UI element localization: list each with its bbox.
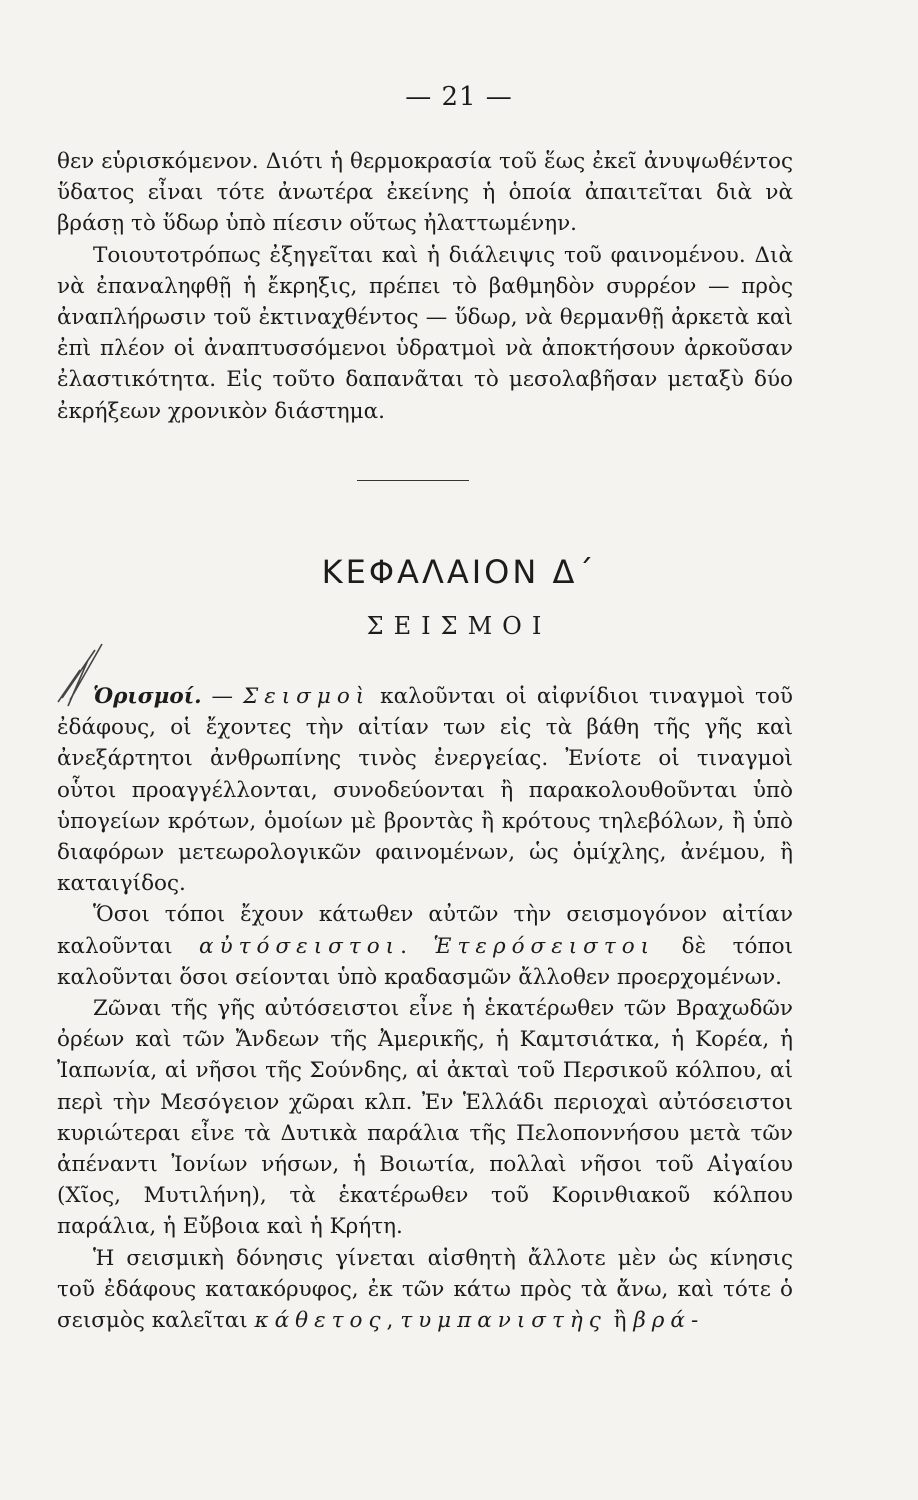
- term-heteroseismic: Ἑτερόσειστοι: [433, 933, 656, 959]
- definition-spaced-word: Σεισμοὶ: [243, 684, 371, 709]
- motion-text-c: ἢ: [606, 1308, 634, 1334]
- term-tympanic: τυμπανιστὴς: [400, 1308, 607, 1334]
- paragraph-continuation: θεν εὑρισκόμενον. Διότι ἡ θερμοκρασία τοῦ ἕως ἐκεῖ ἀνυψωθέντος ὕδατος εἶναι τότε ἀνωτέρα ἐκείνης ἡ ὁποία ἀπαιτεῖται διὰ νὰ βράσῃ τὸ ὕδωρ ὑπὸ πίεσιν οὕτως ἠλαττωμένην.: [57, 149, 793, 237]
- definition-text: καλοῦνται οἱ αἰφνίδιοι τιναγμοὶ τοῦ ἐδάφους, οἱ ἔχοντες τὴν αἰτίαν των εἰς τὰ βάθη τῆς γῆς καὶ ἀνεξάρτητοι ἀνθρωπίνης τινὸς ἐνεργείας. Ἐνίοτε οἱ τιναγμοὶ οὗτοι προαγγέλλονται, συνοδεύονται ἢ παρακολουθοῦνται ὑπὸ ὑπογείων κρότων, ὁμοίων μὲ βροντὰς ἢ κρότους τηλεβόλων, ἢ ὑπὸ διαφόρων μετεωρολογικῶν φαινομένων, ὡς ὁμίχλης, ἀνέμου, ἢ καταιγίδος.: [57, 684, 794, 897]
- chapter-body: [57, 681, 793, 1336]
- definition-term: Ὁρισμοί.: [93, 684, 202, 709]
- section-separator: [357, 480, 469, 481]
- page-number: — 21 —: [405, 82, 513, 112]
- motion-text-b: ,: [386, 1308, 401, 1334]
- autoseismic-text-a: Ὅσοι τόποι ἔχουν κάτωθεν αὐτῶν τὴν σεισμογόνον αἰτίαν καλοῦνται: [57, 902, 793, 959]
- paragraph-motion: [57, 1243, 793, 1337]
- term-continued: βρά-: [633, 1308, 705, 1334]
- chapter-heading: ΚΕΦΑΛΑΙΟΝ Δ΄: [321, 553, 597, 591]
- paragraph-zones: Ζῶναι τῆς γῆς αὐτόσειστοι εἶνε ἡ ἑκατέρωθεν τῶν Βραχωδῶν ὀρέων καὶ τῶν Ἄνδεων τῆς Ἀμερικῆς, ἡ Καμτσιάτκα, ἡ Κορέα, ἡ Ἰαπωνία, αἱ νῆσοι τῆς Σούνδης, αἱ ἀκταὶ τοῦ Περσικοῦ κόλπου, αἱ περὶ τὴν Μεσόγειον χῶραι κλπ. Ἐν Ἑλλάδι περιοχαὶ αὐτόσειστοι κυριώτεραι εἶνε τὰ Δυτικὰ παράλια τῆς Πελοποννήσου μετὰ τῶν ἀπέναντι Ἰονίων νήσων, ἡ Βοιωτία, πολλαὶ νῆσοι τοῦ Αἰγαίου (Χῖος, Μυτιλήνη), τὰ ἑκατέρωθεν τοῦ Κορινθιακοῦ κόλπου παράλια, ἡ Εὔβοια καὶ ἡ Κρήτη.: [57, 996, 793, 1240]
- paragraph-definition: [57, 681, 793, 899]
- motion-text-a: Ἡ σεισμικὴ δόνησις γίνεται αἰσθητὴ ἄλλοτε μὲν ὡς κίνησις τοῦ ἐδάφους κατακόρυφος, ἐκ τῶν κάτω πρὸς τὰ ἄνω, καὶ τότε ὁ σεισμὸς καλεῖται: [57, 1245, 793, 1334]
- definition-dash: —: [201, 684, 243, 709]
- paragraph-intermittence: Τοιουτοτρόπως ἐξηγεῖται καὶ ἡ διάλειψις τοῦ φαινομένου. Διὰ νὰ ἐπαναληφθῇ ἡ ἔκρηξις, πρέπει τὸ βαθμηδὸν συρρέον — πρὸς ἀναπλήρωσιν τοῦ ἐκτιναχθέντος — ὕδωρ, νὰ θερμανθῇ ἀρκετὰ καὶ ἐπὶ πλέον οἱ ἀναπτυσσόμενοι ὑδρατμοὶ νὰ ἀποκτήσουν ἀρκοῦσαν ἐλαστικότητα. Εἰς τοῦτο δαπανᾶται τὸ μεσολαβῆσαν μεταξὺ δύο ἐκρήξεων χρονικὸν διάστημα.: [57, 242, 793, 424]
- term-autoseismic: αὐτόσειστοι: [199, 933, 401, 959]
- autoseismic-text-c: δὲ τόποι καλοῦνται ὅσοι σείονται ὑπὸ κραδασμῶν ἄλλοθεν προερχομένων.: [57, 933, 793, 990]
- intro-text: [57, 146, 793, 427]
- term-vertical: κάθετος: [254, 1308, 387, 1334]
- chapter-subtitle: ΣΕΙΣΜΟΙ: [366, 612, 552, 640]
- paragraph-autoseismic: [57, 899, 793, 993]
- autoseismic-text-b: .: [400, 933, 434, 959]
